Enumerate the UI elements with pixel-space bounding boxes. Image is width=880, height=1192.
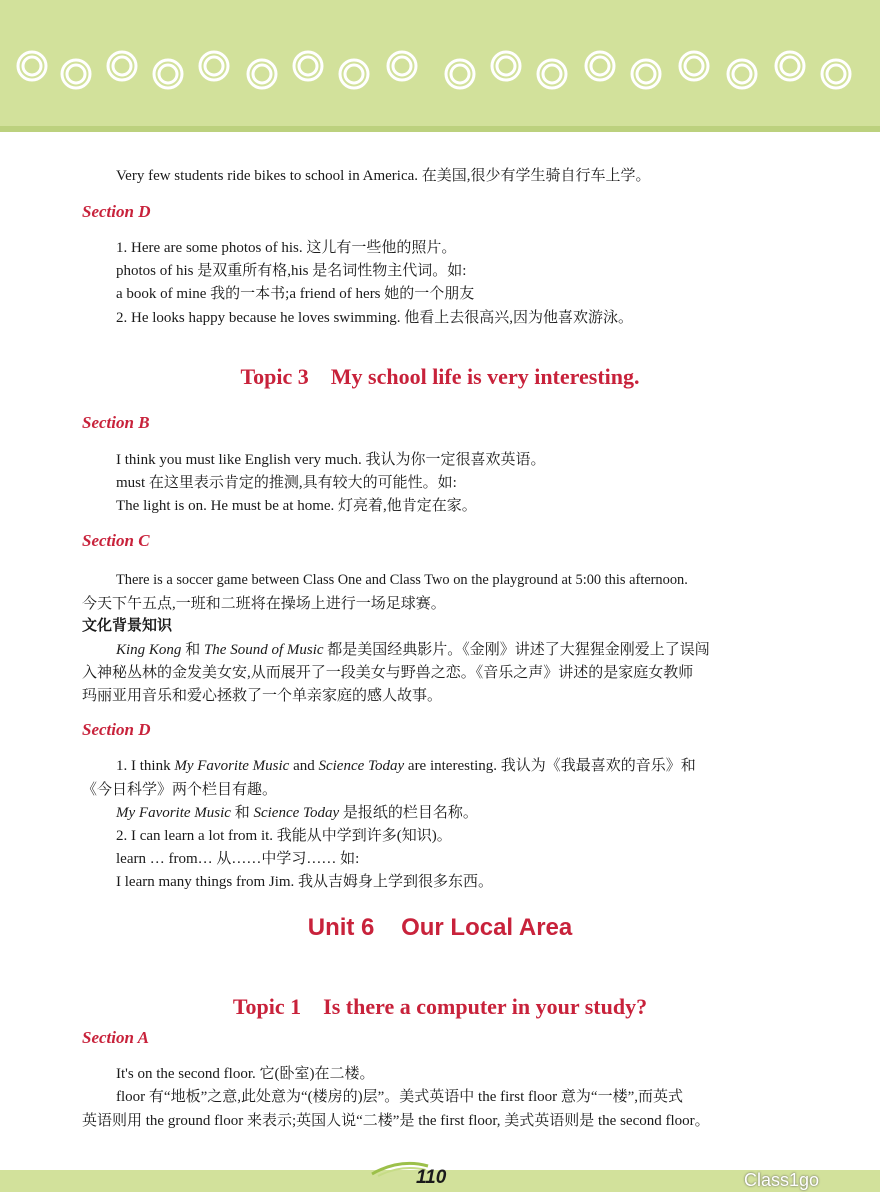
text-line: photos of his 是双重所有格,his 是名词性物主代词。如:	[116, 263, 467, 279]
text-line: 入神秘丛林的金发美女安,从而展开了一段美女与野兽之恋。《音乐之声》讲述的是家庭女教师	[82, 665, 694, 681]
section-heading: Section D	[82, 202, 151, 221]
text-fragment: 都是美国经典影片。《金刚》讲述了大猩猩金刚爱上了误闯	[323, 642, 710, 658]
text-line: a book of mine 我的一本书;a friend of hers 她的一个朋友	[116, 286, 475, 302]
text-line: Very few students ride bikes to school in America. 在美国,很少有学生骑自行车上学。	[116, 168, 651, 184]
text-line: 英语则用 the ground floor 来表示;英国人说“二楼”是 the first floor, 美式英语则是 the second floor。	[82, 1113, 710, 1129]
topic-heading: Topic 1 Is there a computer in your study?	[232, 994, 648, 1019]
text-line: I think you must like English very much. 我认为你一定很喜欢英语。	[116, 452, 546, 468]
film-title: The Sound of Music	[203, 642, 324, 658]
unit-heading: Unit 6 Our Local Area	[307, 914, 573, 941]
column-title: My Favorite Music	[116, 805, 231, 821]
circle-ornament	[632, 60, 660, 88]
text-line: The light is on. He must be at home. 灯亮着,他肯定在家。	[116, 498, 477, 514]
page-number: 110	[416, 1167, 447, 1188]
text-fragment: 和	[181, 642, 204, 658]
circle-ornament	[200, 52, 228, 80]
circle-ornament	[340, 60, 368, 88]
text-line	[116, 756, 696, 776]
column-title: Science Today	[318, 758, 405, 774]
watermark: Class1go	[744, 1170, 820, 1190]
text-line: 2. I can learn a lot from it. 我能从中学到许多(知识)。	[116, 828, 452, 844]
circle-ornament	[680, 52, 708, 80]
text-line: I learn many things from Jim. 我从吉姆身上学到很多东西。	[116, 874, 494, 890]
film-title: King Kong	[116, 642, 182, 658]
column-title: My Favorite Music	[174, 758, 290, 774]
text-line: 今天下午五点,一班和二班将在操场上进行一场足球赛。	[82, 596, 446, 612]
section-heading: Section B	[82, 413, 150, 432]
circle-ornament	[586, 52, 614, 80]
text-fragment: 1. I think	[116, 758, 175, 774]
text-fragment: and	[289, 758, 319, 774]
circle-ornament	[108, 52, 136, 80]
section-heading: Section D	[82, 720, 151, 739]
text-line: floor 有“地板”之意,此处意为“(楼房的)层”。美式英语中 the first floor 意为“一楼”,而英式	[116, 1089, 683, 1105]
text-fragment: 是报纸的栏目名称。	[339, 805, 478, 821]
circle-ornament	[294, 52, 322, 80]
section-heading: Section C	[82, 531, 150, 550]
header-circle-decoration	[0, 0, 880, 132]
text-line: It's on the second floor. 它(卧室)在二楼。	[116, 1066, 375, 1082]
circle-ornament	[62, 60, 90, 88]
text-line: learn … from… 从……中学习…… 如:	[116, 851, 360, 867]
circle-ornament	[154, 60, 182, 88]
circle-ornament	[776, 52, 804, 80]
circle-ornament	[18, 52, 46, 80]
circle-ornament	[728, 60, 756, 88]
text-fragment: 和	[230, 805, 254, 821]
text-line	[116, 640, 710, 660]
text-line: There is a soccer game between Class One and Class Two on the playground at 5:00 this afternoon.	[116, 572, 688, 588]
culture-heading: 文化背景知识	[82, 618, 173, 634]
text-fragment: are interesting. 我认为《我最喜欢的音乐》和	[404, 758, 696, 774]
text-line: 2. He looks happy because he loves swimming. 他看上去很高兴,因为他喜欢游泳。	[116, 310, 634, 326]
text-line: 玛丽亚用音乐和爱心拯救了一个单亲家庭的感人故事。	[82, 688, 443, 704]
text-line: must 在这里表示肯定的推测,具有较大的可能性。如:	[116, 475, 457, 491]
circle-ornament	[388, 52, 416, 80]
circle-ornament	[492, 52, 520, 80]
circle-ornament	[248, 60, 276, 88]
section-heading: Section A	[82, 1028, 149, 1047]
circle-ornament	[446, 60, 474, 88]
circle-ornament	[538, 60, 566, 88]
column-title: Science Today	[253, 805, 340, 821]
topic-heading: Topic 3 My school life is very interesting.	[240, 364, 640, 389]
text-line: 1. Here are some photos of his. 这儿有一些他的照片。	[116, 240, 457, 256]
circle-ornament	[822, 60, 850, 88]
text-line: 《今日科学》两个栏目有趣。	[82, 782, 278, 798]
text-line	[116, 803, 478, 823]
